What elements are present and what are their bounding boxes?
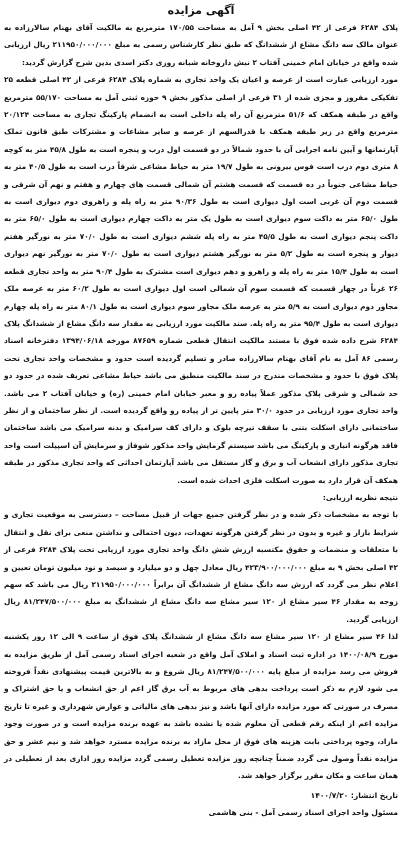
notice-title: آگهی مزایده bbox=[167, 4, 235, 17]
notice-body: مورد ارزیابی عبارت است از عرصه و اعیان یک واحد تجاری به شماره پلاک ۶۲۸۴ فرعی از ۴۲ اصلی قطعه ۲۵ تفکیکی مفروز و مجزی شده از ۳۱ فرعی از اصلی مذکور بخش ۹ حوزه ثبتی آمل به مساحت ۵۵/۱۷۰ مترمربع واقع در طبقه همکف که ۵۱/۶ مترمربع آن راه پله داخلی است به انضمام پارکینگ تجاری به مساحت ۲۰/۱۲۴ مترمربع واقع در زیر طبقه همکف با قدرالسهم از عرصه و سایر مشاعات و مشترکات طبق قانون تملک آپارتمانها و آیین نامه اجرایی آن با حدود شمالاً در دو قسمت اول درب و پنجره است به طول ۴۵/۸ متر به کوچه ۸ متری دوم درب است قوس بیرونی به طول ۱۹/۷ متر به حیاط مشاعی شرقاً درب است به طول ۴۰/۵ متر به حیاط مشاعی جنوباً در ده قسمت که قسمت هشتم آن شمالی قسمت های چهارم و هفتم و نهم آن شرقی و قسمت دوم آن غربی است اول دیواری است به طول ۹۰/۳۶ متر به راه پله و راهروی دوم دیواری است به طول ۶۵/۰ متر به داکت سوم دیواری است به طول یک متر به داکت چهارم دیواری است به طول ۶۵/۰ متر به داکت پنجم دیواری است به طول ۴۵/۵ متر به راه پله ششم دیواری است به طول ۷۰/۰ متر به نورگیر هفتم دیوار و پنجره است به طول ۵/۲ متر به نورگیر هشتم دیواری است به طول ۷۰/۰ متر به نورگیر نهم دیواری است به طول ۱۵/۴ متر به راه پله و راهرو و دهم دیواری است مشترک به طول ۹۰/۴ متر به واحد تجاری قطعه ۲۶ غرباً در چهار قسمت که قسمت سوم آن شمالی است اول دیواری است به طول ۶۰/۲ متر به عرصه ملک مجاور دوم دیواری است به ۵/۹ متر به عرصه ملک مجاور سوم دیواری است به طول ۸۰/۱ متر به راه پله چهارم دیواری است به طول ۹۵/۴ متر به راه پله. سند مالکیت مورد ارزیابی به مقدار سه دانگ مشاع از ششدانگ پلاک ۶۲۸۴ شرح داده شده فوق با مستند مالکیت انتقال قطعی شماره ۸۷۶۵۹ مورخه ۱۳۹۴/۰۶/۱۸ دفترخانه اسناد رسمی ۸۶ آمل به نام آقای بهنام سالارزاده صادر و تسلیم گردیده است حدود و مشخصات واحد تجاری تحت پلاک فوق با حدود و مشخصات مندرج در سند مالکیت منطبق می باشد حیاط مشاعی تعریف شده در حدود دو حد شمالی و شرقی پلاک مذکور عملاً پیاده رو و معبر خیابان امام خمینی (ره) و خیابان آفتاب ۲ می باشد. واحد تجاری مورد ارزیابی در حدود ۳۰/۰ متر پایین تر از پیاده رو واقع گردیده است. از نظر ساختمان و از نظر ساختمانی دارای اسکلت بتنی با سقف تیرچه بلوک و دارای کف سرامیک و بدنه سرامیک می باشد ساختمان فاقد هرگونه انباری و پارکینگ می باشد سیستم گرمایش واحد مذکور شوفاژ و سرمایش آن اسپیلت است واحد تجاری مذکور دارای انشعاب آب و برق و گاز مستقل می باشد آپارتمان احداثی که واحد تجاری مذکور در طبقه همکف آن قرار دارد به صورت اسکلت فلزی احداث شده است. bbox=[4, 75, 399, 485]
signature-line: مسئول واحد اجرای اسناد رسمی آمل - بنی هاشمی bbox=[208, 807, 398, 817]
notice-result: با توجه به مشخصات ذکر شده و در نظر گرفتن جمیع جهات از قبیل مساحت – دسترسی به موقعیت تجاری و شرایط بازار و غیره و بدون در نظر گرفتن هرگونه تعهدات، دیون احتمالی و نداشتن منعی برای نقل و انتقال با متعلقات و منضمات و حقوق مکتسبه ارزش شش دانگ واحد تجاری مورد ارزیابی تحت پلاک ۶۲۸۴ فرعی از ۴۲ اصلی بخش ۹ به مبلغ ۴۲۳/۹۰۰/۰۰۰/۰۰۰ ریال معادل چهل و دو میلیارد و سیصد و نود میلیون تومان تعیین و اعلام نظر می گردد که ارزش سه دانگ مشاع از ششدانگ آن برابراً ۲۱۱۹۵۰/۰۰۰/۰۰۰ ریال می باشد که سهم زوجه به مقدار ۴۶ سیر مشاع از ۱۲۰ سیر مشاع سه دانگ مشاع از ششدانگ به مبلغ ۸۱/۲۴۷/۵۰۰/۰۰۰ ریال ارزیابی گردید. bbox=[4, 510, 398, 624]
publish-date: تاریخ انتشار: ۱۴۰۰/۷/۲۰ bbox=[310, 790, 398, 800]
notice-auction-terms: لذا ۴۶ سیر مشاع از ۱۲۰ سیر مشاع سه دانگ مشاع از ششدانگ پلاک فوق از ساعت ۹ الی ۱۲ روز یکشنبه مورخ ۱۴۰۰/۰۸/۹ در اداره ثبت اسناد و املاک آمل واقع در شعبه اجرای اسناد رسمی آمل از طریق مزایده به فروش می رسد مزایده از مبلغ پایه ۸۱/۲۴۷/۵۰۰/۰۰۰ ریال شروع و به بالاترین قیمت پیشنهادی نقداً فروخته می شود لازم به ذکر است پرداخت بدهی های مربوط به آب برق گاز اعم از حق انشعاب و یا حق اشتراک و مصرف در صورتی که مورد مزایده دارای آنها باشد و نیز بدهی های مالیاتی و عوارض شهرداری و غیره تا تاریخ مزایده اعم از اینکه رقم قطعی آن معلوم شده یا نشده باشد به عهده برنده مزایده است و در صورت وجود مازاد، وجوه پرداختی بابت هزینه های فوق از محل مازاد به برنده مزایده مسترد خواهد شد و نیم عشر و حق مزایده نقداً وصول می گردد ضمناً چنانچه روز مزایده تعطیل رسمی گردد مزایده روز اداری بعد از تعطیلی در همان ساعت و مکان مقرر برگزار خواهد شد. bbox=[4, 632, 398, 781]
notice-intro: پلاک ۶۲۸۴ فرعی از ۴۲ اصلی بخش ۹ آمل به مساحت ۱۷۰/۵۵ مترمربع به مالکیت آقای بهنام سالارزاده به عنوان مالک سه دانگ مشاع از ششدانگ که طبق نظر کارشناس رسمی به مبلغ ۲۱۱۹۵۰/۰۰۰/۰۰۰ ریال ارزیابی شده واقع در خیابان امام خمینی آفتاب ۲ نبش داروخانه شبانه روزی دکتر اسدی بدین شرح گزارش گردید: bbox=[4, 23, 398, 67]
notice-footer bbox=[4, 787, 398, 821]
notice-section-title: نتیجه نظریه ارزیابی: bbox=[322, 492, 398, 502]
